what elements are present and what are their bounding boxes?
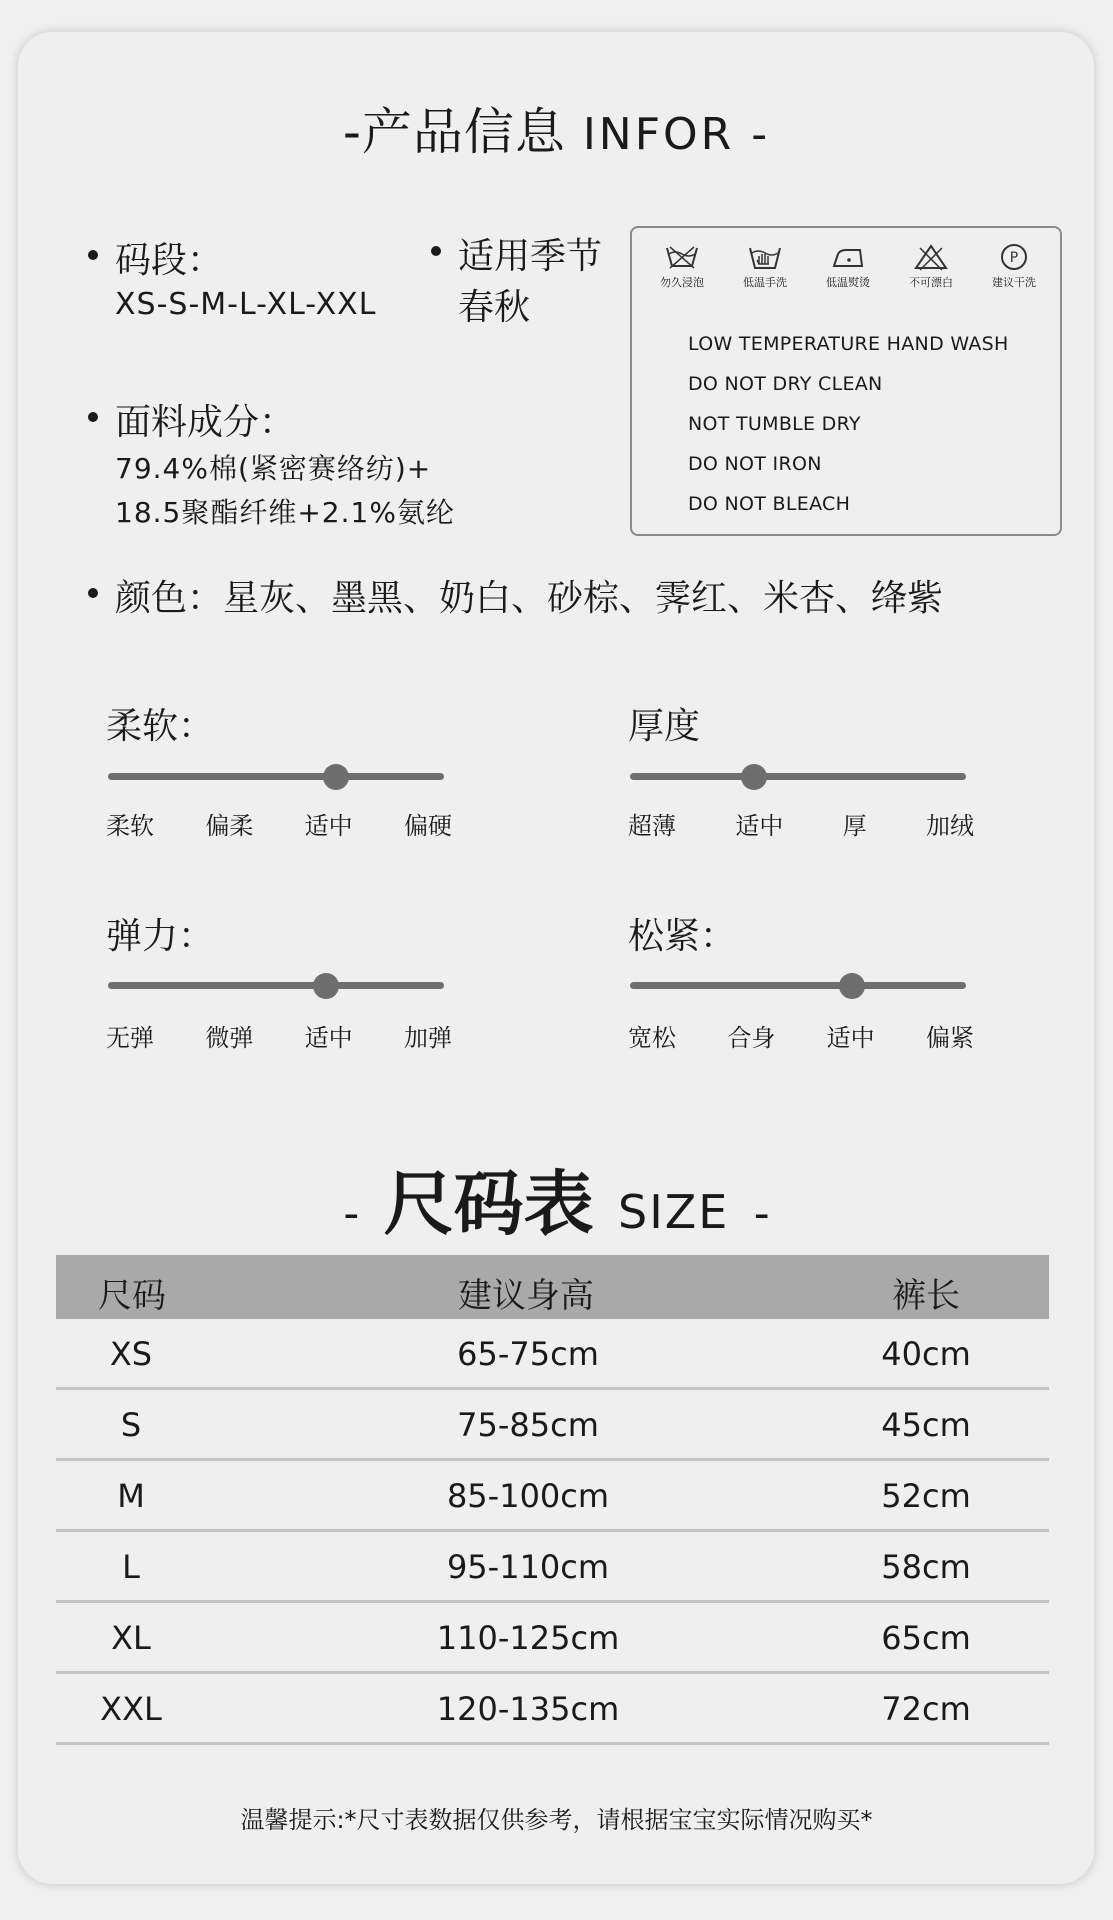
slider-tick: 加绒 (925, 812, 974, 840)
slider-label-fit: 松紧： (628, 916, 737, 957)
slider-track-fit (630, 982, 966, 989)
cell-height: 65-75cm (457, 1335, 599, 1373)
slider-tick: 适中 (826, 1024, 875, 1052)
color-value: 星灰、墨黑、奶白、砂棕、霁红、米杏、绛紫 (223, 578, 944, 619)
size-range-value: XS-S-M-L-XL-XXL (115, 287, 377, 322)
care-icon-item (895, 242, 967, 290)
care-icon-item (978, 242, 1050, 290)
slider-tick: 适中 (304, 812, 353, 840)
care-line: LOW TEMPERATURE HAND WASH (688, 333, 1009, 355)
cell-size: XS (109, 1335, 153, 1373)
table-row (56, 1603, 1049, 1674)
hand-wash-icon (745, 242, 785, 272)
cell-height: 85-100cm (446, 1477, 610, 1515)
care-icon-item (812, 242, 884, 290)
care-text-list (688, 324, 1009, 524)
product-info-title-cn: -产品信息 (342, 103, 566, 161)
fabric-label: 面料成分： (115, 402, 296, 443)
care-icon-item (729, 242, 801, 290)
table-row (56, 1461, 1049, 1532)
slider-label-elasticity: 弹力： (106, 916, 215, 957)
slider-ticks-softness (106, 806, 452, 841)
cell-size: XL (111, 1619, 151, 1657)
table-row (56, 1319, 1049, 1390)
low-iron-icon (828, 242, 868, 272)
color-label: 颜色： (115, 578, 224, 619)
size-chart-note: 温馨提示:*尺寸表数据仅供参考，请根据宝宝实际情况购买* (240, 1806, 873, 1834)
care-icon-item (646, 242, 718, 290)
fabric-line-1: 79.4%棉(紧密赛络纺)+ (115, 452, 432, 485)
care-icons-row (646, 242, 1050, 290)
no-soak-icon (662, 242, 702, 272)
cell-height: 120-135cm (436, 1690, 620, 1728)
cell-size: L (122, 1548, 140, 1586)
slider-ticks-thickness (628, 806, 974, 841)
cell-size: M (117, 1477, 145, 1515)
size-table-header (56, 1255, 1049, 1319)
cell-length: 58cm (881, 1548, 971, 1586)
season-block (458, 228, 602, 330)
product-info-title (0, 92, 1113, 164)
cell-length: 45cm (881, 1406, 971, 1444)
slider-label-thickness: 厚度 (628, 706, 701, 747)
slider-knob-fit[interactable] (839, 973, 865, 999)
cell-length: 52cm (881, 1477, 971, 1515)
care-line: DO NOT IRON (688, 453, 822, 475)
header-length: 裤长 (892, 1276, 960, 1316)
size-chart-title-en: SIZE (618, 1185, 730, 1239)
care-instructions-box (630, 226, 1062, 536)
slider-label-softness: 柔软： (106, 706, 215, 747)
cell-height: 75-85cm (457, 1406, 599, 1444)
slider-tick: 偏紧 (925, 1024, 974, 1052)
slider-track-softness (108, 773, 444, 780)
size-range-label: 码段： (115, 240, 224, 281)
slider-ticks-elasticity (106, 1018, 452, 1053)
season-label: 适用季节 (458, 236, 603, 277)
slider-tick: 柔软 (106, 812, 154, 840)
care-icon-caption: 低温熨烫 (826, 276, 870, 289)
table-row (56, 1390, 1049, 1461)
cell-height: 110-125cm (436, 1619, 620, 1657)
slider-tick: 厚 (842, 812, 867, 840)
color-block (115, 570, 943, 621)
slider-tick: 无弹 (106, 1024, 154, 1052)
slider-tick: 微弹 (205, 1024, 254, 1052)
slider-tick: 超薄 (628, 812, 676, 840)
cell-length: 65cm (881, 1619, 971, 1657)
care-icon-caption: 低温手洗 (743, 276, 787, 289)
slider-tick: 加弹 (403, 1024, 452, 1052)
slider-tick: 适中 (735, 812, 784, 840)
slider-track-elasticity (108, 982, 444, 989)
cell-height: 95-110cm (446, 1548, 610, 1586)
care-line: DO NOT DRY CLEAN (688, 373, 883, 395)
size-chart-title-dash: - (343, 1188, 360, 1239)
slider-tick: 适中 (304, 1024, 353, 1052)
season-value: 春秋 (458, 287, 531, 328)
fabric-line-2: 18.5聚酯纤维+2.1%氨纶 (115, 496, 455, 529)
dry-clean-p-letter: P (1009, 250, 1019, 266)
size-chart-title-cn: 尺码表 (383, 1163, 594, 1245)
cell-size: S (120, 1406, 142, 1444)
size-table (56, 1255, 1049, 1745)
table-row (56, 1674, 1049, 1745)
cell-length: 40cm (881, 1335, 971, 1373)
slider-tick: 合身 (727, 1024, 776, 1052)
care-line: DO NOT BLEACH (688, 493, 851, 515)
cell-length: 72cm (881, 1690, 971, 1728)
care-icon-caption: 建议干洗 (992, 276, 1036, 289)
size-chart-title (0, 1148, 1113, 1249)
slider-ticks-fit (628, 1018, 974, 1053)
product-info-title-en: INFOR - (582, 109, 771, 160)
size-chart-title-dash: - (753, 1188, 770, 1239)
cell-size: XXL (100, 1690, 162, 1728)
care-icon-caption: 勿久浸泡 (660, 276, 704, 289)
slider-track-thickness (630, 773, 966, 780)
slider-tick: 宽松 (628, 1024, 676, 1052)
table-row (56, 1532, 1049, 1603)
slider-tick: 偏柔 (205, 812, 254, 840)
slider-tick: 偏硬 (403, 812, 452, 840)
no-bleach-icon (911, 242, 951, 272)
care-icon-caption: 不可漂白 (909, 276, 953, 289)
size-range-block (115, 232, 376, 322)
dry-clean-p-icon (994, 242, 1034, 272)
fabric-block (115, 394, 455, 535)
header-size: 尺码 (98, 1276, 166, 1316)
care-line: NOT TUMBLE DRY (688, 413, 861, 435)
header-height: 建议身高 (458, 1276, 594, 1316)
